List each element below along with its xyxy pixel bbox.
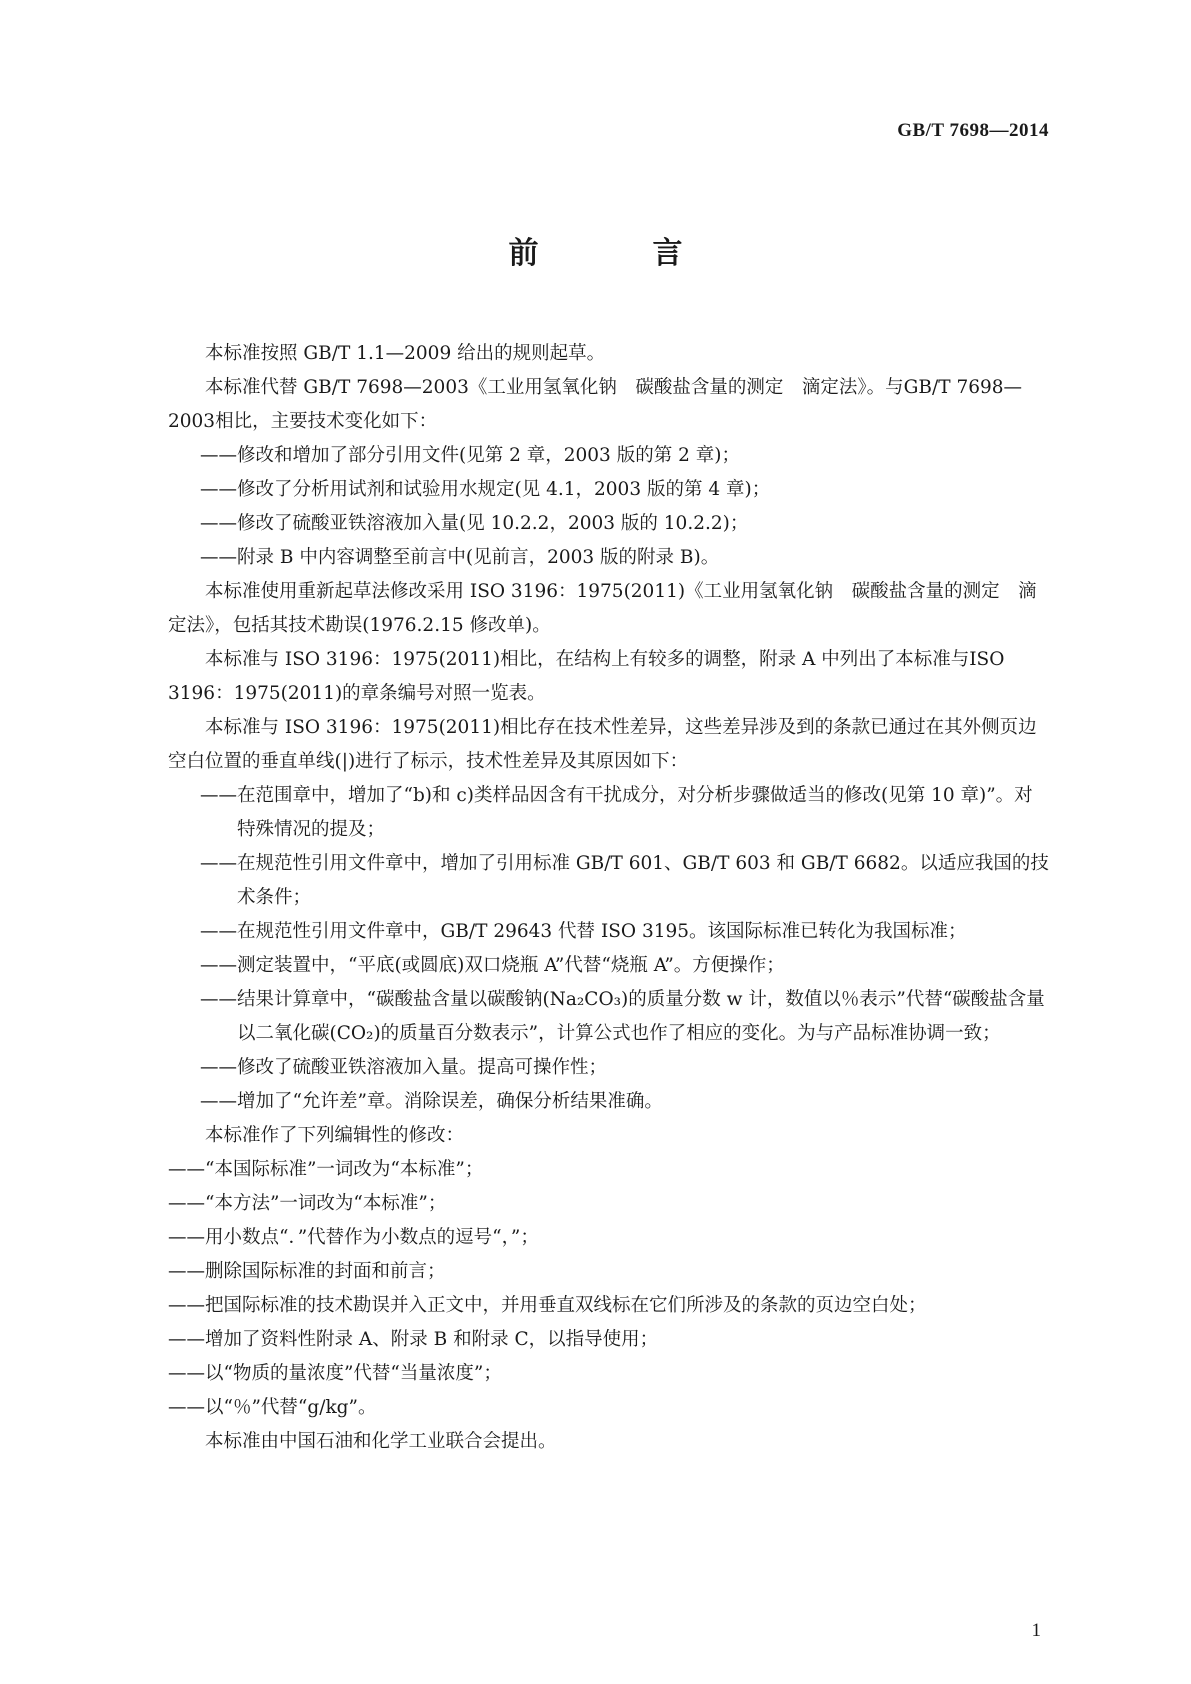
list-item: ——结果计算章中，“碳酸盐含量以碳酸钠(Na₂CO₃)的质量分数 w 计，数值以％表示”代替“碳酸盐含量以二氧化碳(CO₂)的质量百分数表示”，计算公式也作了相应的变化。为与产品标准协调一致；	[200, 989, 1045, 1044]
paragraph: 本标准使用重新起草法修改采用 ISO 3196：1975(2011)《工业用氢氧化钠 碳酸盐含量的测定 滴定法》，包括其技术勘误(1976.2.15 修改单)。	[168, 581, 1037, 636]
list-item: ——用小数点“．”代替作为小数点的逗号“，”；	[168, 1227, 539, 1248]
list-item: ——测定装置中，“平底(或圆底)双口烧瓶 A”代替“烧瓶 A”。方便操作；	[200, 955, 785, 976]
paragraph: 本标准与 ISO 3196：1975(2011)相比，在结构上有较多的调整，附录 A 中列出了本标准与ISO 3196：1975(2011)的章条编号对照一览表。	[168, 649, 1005, 704]
paragraph: 本标准代替 GB/T 7698—2003《工业用氢氧化钠 碳酸盐含量的测定 滴定法》。与GB/T 7698—2003相比，主要技术变化如下：	[168, 377, 1023, 432]
foreword-body	[168, 337, 1050, 1459]
list-item: ——以“物质的量浓度”代替“当量浓度”；	[168, 1363, 502, 1384]
list-item: ——“本方法”一词改为“本标准”；	[168, 1193, 447, 1214]
paragraph: 本标准作了下列编辑性的修改：	[205, 1125, 465, 1146]
list-item: ——把国际标准的技术勘误并入正文中，并用垂直双线标在它们所涉及的条款的页边空白处；	[168, 1295, 927, 1316]
list-item: ——修改和增加了部分引用文件(见第 2 章，2003 版的第 2 章)；	[200, 445, 740, 466]
list-item: ——在规范性引用文件章中，增加了引用标准 GB/T 601、GB/T 603 和 GB/T 6682。以适应我国的技术条件；	[200, 853, 1049, 908]
list-item: ——删除国际标准的封面和前言；	[168, 1261, 446, 1282]
paragraph: 本标准与 ISO 3196：1975(2011)相比存在技术性差异，这些差异涉及到的条款已通过在其外侧页边空白位置的垂直单线(|)进行了标示，技术性差异及其原因如下：	[168, 717, 1037, 772]
paragraph: 本标准按照 GB/T 1.1—2009 给出的规则起草。	[205, 343, 606, 364]
list-item: ——附录 B 中内容调整至前言中(见前言，2003 版的附录 B)。	[200, 547, 720, 568]
standard-code: GB/T 7698—2014	[897, 120, 1049, 141]
list-item: ——“本国际标准”一词改为“本标准”；	[168, 1159, 484, 1180]
list-item: ——以“％”代替“g/kg”。	[168, 1397, 377, 1418]
page-number: 1	[1031, 1620, 1041, 1641]
list-item: ——在范围章中，增加了“b)和 c)类样品因含有干扰成分，对分析步骤做适当的修改(见第 10 章)”。对特殊情况的提及；	[200, 785, 1033, 840]
list-item: ——修改了分析用试剂和试验用水规定(见 4.1，2003 版的第 4 章)；	[200, 479, 771, 500]
list-item: ——修改了硫酸亚铁溶液加入量(见 10.2.2，2003 版的 10.2.2)；	[200, 513, 749, 534]
list-item: ——在规范性引用文件章中，GB/T 29643 代替 ISO 3195。该国际标准已转化为我国标准；	[200, 921, 967, 942]
list-item: ——增加了“允许差”章。消除误差，确保分析结果准确。	[200, 1091, 663, 1112]
paragraph: 本标准由中国石油和化学工业联合会提出。	[205, 1431, 557, 1452]
list-item: ——增加了资料性附录 A、附录 B 和附录 C，以指导使用；	[168, 1329, 659, 1350]
page-title: 前 言	[508, 236, 725, 271]
list-item: ——修改了硫酸亚铁溶液加入量。提高可操作性；	[200, 1057, 608, 1078]
